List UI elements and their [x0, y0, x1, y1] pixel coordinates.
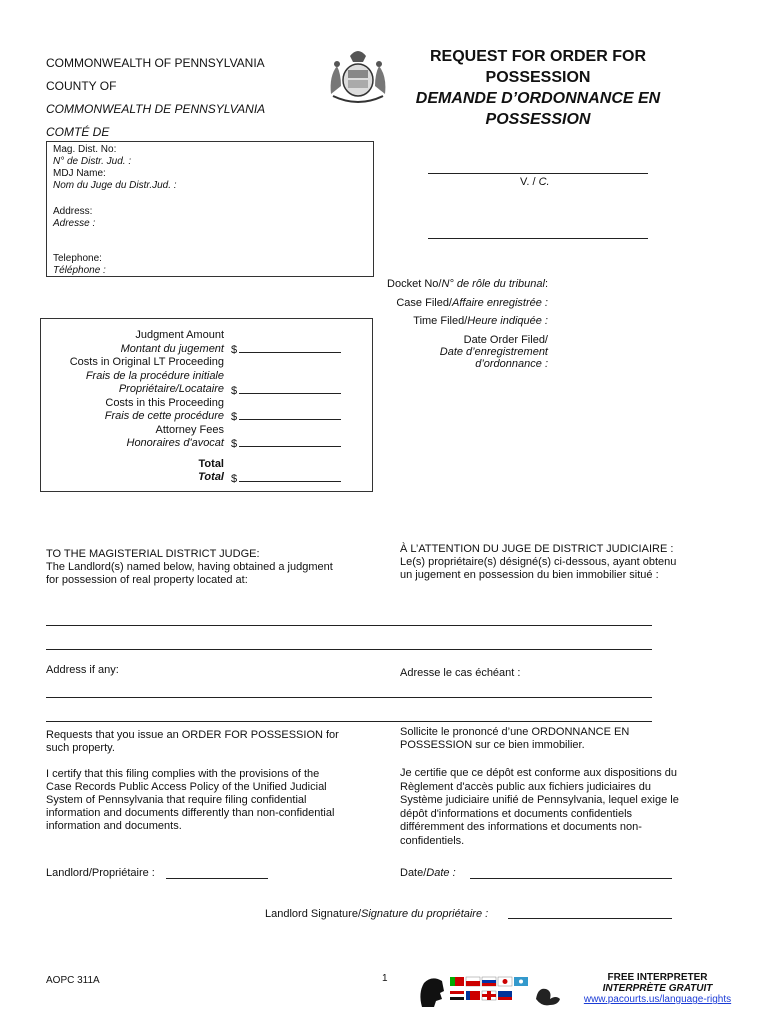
case-filed-label: Case Filed/Affaire enregistrée :	[396, 297, 548, 309]
landlord-field[interactable]	[166, 878, 268, 879]
header-left-block	[46, 52, 265, 144]
defendant-line[interactable]	[428, 238, 648, 239]
to-judge-block: TO THE MAGISTERIAL DISTRICT JUDGE: The Landlord(s) named below, having obtained a judgment for possession of real property located at:	[46, 548, 333, 586]
plaintiff-line[interactable]	[428, 173, 648, 174]
requests-text: Requests that you issue an ORDER FOR POSSESSION for such property.	[46, 729, 339, 754]
address-line-2[interactable]	[46, 721, 652, 722]
certify-text-fr: Je certifie que ce dépôt est conforme aux dispositions du Règlement d'accès public aux fichiers judiciaires du Système judiciaire unifié de Pennsylvania, lequel exige le dépôt d'informations et documents confidentiels différemment des informations et documents non- confidentiels.	[400, 767, 679, 847]
judgment-box	[40, 318, 373, 492]
signature-field[interactable]	[508, 918, 672, 919]
address-if-any-label: Address if any:	[46, 664, 119, 676]
mdj-info-box	[46, 141, 374, 277]
total-label: Total Total	[198, 458, 224, 483]
header-commonwealth: COMMONWEALTH OF PENNSYLVANIA	[46, 56, 265, 70]
judgment-amount-field[interactable]: $	[231, 342, 341, 356]
address-line-1[interactable]	[46, 697, 652, 698]
language-flags-icon	[418, 973, 570, 1009]
total-field[interactable]: $	[231, 471, 341, 485]
docket-block	[380, 278, 548, 373]
attorney-fees-field[interactable]: $	[231, 436, 341, 450]
pennsylvania-seal-icon	[323, 46, 393, 106]
requests-text-fr: Sollicite le prononcé d’une ORDONNANCE EN POSSESSION sur ce bien immobilier.	[400, 726, 630, 751]
interpreter-en: FREE INTERPRETER	[607, 972, 708, 983]
costs-original-field[interactable]: $	[231, 383, 341, 397]
docket-no-label: Docket No/N° de rôle du tribunal:	[387, 278, 548, 290]
mdj-name-label-fr: Nom du Juge du Distr.Jud. :	[53, 180, 177, 191]
title-en-line2: POSSESSION	[485, 69, 591, 86]
title-fr-line2: POSSESSION	[485, 111, 591, 128]
to-judge-block-fr: À L’ATTENTION DU JUGE DE DISTRICT JUDICIAIRE : Le(s) propriétaire(s) désigné(s) ci-dessous, ayant obtenu un jugement en possession du bien immobilier situé :	[400, 543, 677, 581]
date-label: Date/Date :	[400, 867, 456, 879]
title-en-line1: REQUEST FOR ORDER FOR	[429, 48, 646, 65]
header-county-fr: COMTÉ DE	[46, 125, 110, 139]
address-label-fr: Adresse :	[53, 218, 96, 229]
property-line-1[interactable]	[46, 625, 652, 626]
header-county: COUNTY OF	[46, 79, 117, 93]
telephone-label: Telephone:	[53, 253, 102, 264]
mag-dist-no-label-fr: N° de Distr. Jud. :	[53, 156, 132, 167]
page-number: 1	[382, 973, 388, 984]
judgment-amount-label: Judgment Amount Montant du jugement Costs in Original LT Proceeding Frais de la procédure initiale Propriétaire/Locataire Costs in this Proceeding Frais de cette procédure Attorney Fees Honoraires d'avocat	[69, 329, 224, 449]
form-title	[398, 46, 678, 130]
signature-label: Landlord Signature/Signature du propriétaire :	[265, 908, 489, 920]
interpreter-fr: INTERPRÈTE GRATUIT	[602, 983, 713, 994]
title-fr-line1: DEMANDE D’ORDONNANCE EN	[415, 90, 661, 107]
language-rights-link[interactable]: www.pacourts.us/language-rights	[583, 994, 732, 1005]
interpreter-notice	[570, 972, 745, 1005]
landlord-label: Landlord/Propriétaire :	[46, 867, 155, 879]
certify-text: I certify that this filing complies with the provisions of the Case Records Public Access Policy of the Unified Judicial System of Pennsylvania that require filing confidential information and documents differently than non-confidential information and documents.	[46, 768, 335, 832]
form-id: AOPC 311A	[46, 975, 100, 986]
time-filed-label: Time Filed/Heure indiquée :	[413, 315, 548, 327]
address-label: Address:	[53, 206, 93, 217]
mdj-name-label: MDJ Name:	[53, 168, 106, 179]
date-order-filed-label: Date Order Filed/ Date d’enregistrement d’ordonnance :	[439, 334, 548, 370]
costs-this-field[interactable]: $	[231, 409, 341, 423]
date-field[interactable]	[470, 878, 672, 879]
versus-label: V. / C.	[520, 176, 550, 188]
header-commonwealth-fr: COMMONWEALTH DE PENNSYLVANIA	[46, 102, 266, 116]
address-if-any-label-fr: Adresse le cas échéant :	[400, 667, 521, 679]
property-line-2[interactable]	[46, 649, 652, 650]
mag-dist-no-label: Mag. Dist. No:	[53, 144, 117, 155]
telephone-label-fr: Téléphone :	[53, 265, 106, 276]
